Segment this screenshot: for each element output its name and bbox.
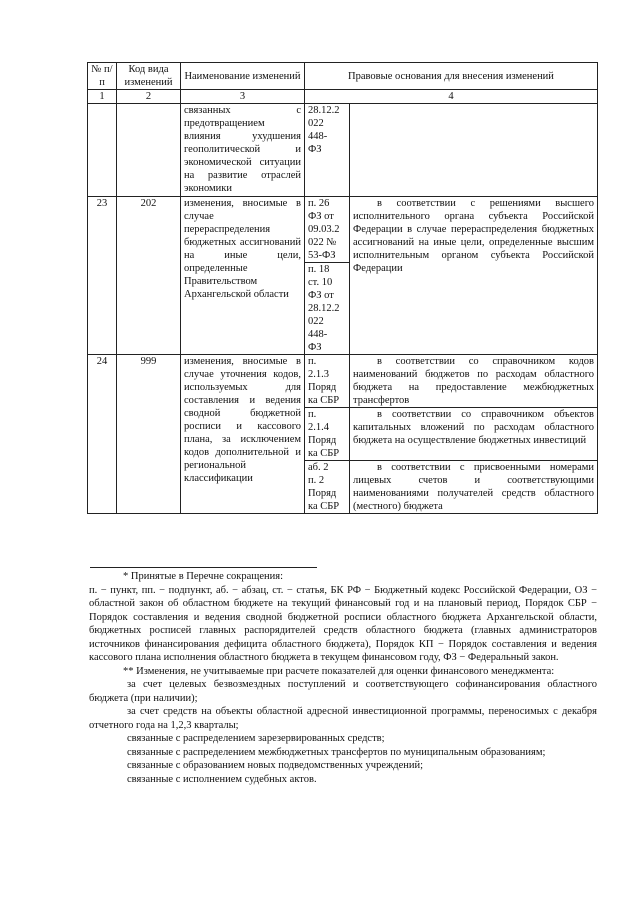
col-number: 3 (181, 90, 305, 104)
changes-item: за счет целевых безвозмездных поступлений и соответствующего софинансирования областного бюджета (при наличии); (89, 679, 597, 704)
abbreviations-text: п. − пункт, пп. − подпункт, аб. − абзац, ст. − статья, БК РФ − Бюджетный кодекс Российской Федерации, ОЗ − областной закон об областном бюджете на текущий финансовый год и на плановый период, Порядок СБР − Порядок составления и ведения сводной бюджетной росписи областного бюджета Архангельской области, бюджетных росписей главных распорядителей средств областного бюджета (главных администраторов источников финансирования дефицита областного бюджета), Порядок КП − Порядок составления и ведения кассового плана исполнения областного бюджета в текущем финансовом году, ФЗ − Федеральный закон. (89, 584, 597, 663)
changes-title: ** Изменения, не учитываемые при расчете показателей для оценки финансового менеджмента: (123, 665, 555, 677)
changes-item: связанные с образованием новых подведомственных учреждений; (127, 760, 424, 771)
row-name: изменения, вносимые в случае уточнения кодов, используемых для составления и ведения сводной бюджетной росписи и кассового плана, за исключением кодов дополнительной и региональной классификации (181, 355, 305, 514)
changes-item: связанные с исполнением судебных актов. (127, 773, 317, 785)
row-code: 202 (117, 197, 181, 355)
row-num: 23 (88, 197, 117, 355)
basis-text: в соответствии со справочником кодов наименований бюджетов по расходам областного бюджета на предоставление межбюджетных трансфертов (350, 355, 598, 408)
basis-ref: п. 2.1.4 Поряд ка СБР (305, 408, 350, 461)
table-row (88, 197, 598, 263)
row-code (117, 104, 181, 197)
row-num (88, 104, 117, 197)
basis-text: в соответствии со справочником объектов капитальных вложений по расходам областного бюджета на осуществление бюджетных инвестиций (350, 408, 598, 461)
basis-text: в соответствии с присвоенными номерами лицевых счетов и соответствующими наименованиями получателей средств областного (местного) бюджета (350, 461, 598, 514)
table-row (88, 355, 598, 408)
header-num: № п/п (88, 63, 117, 90)
col-number: 4 (305, 90, 598, 104)
basis-ref: аб. 2 п. 2 Поряд ка СБР (305, 461, 350, 514)
basis-ref: п. 26 ФЗ от 09.03.2 022 № 53-ФЗ (305, 197, 350, 263)
row-num: 24 (88, 355, 117, 514)
changes-item: связанные с распределением зарезервированных средств; (127, 733, 385, 744)
header-legal: Правовые основания для внесения изменений (305, 63, 598, 90)
basis-text: в соответствии с решениями высшего исполнительного органа субъекта Российской Федерации в случае перераспределения бюджетных ассигнований на иные цели, определенные высшим исполнительным органом субъекта Российской Федерации (350, 197, 598, 355)
changes-item: за счет средств на объекты областной адресной инвестиционной программы, переносимых с декабря отчетного года на 1,2,3 кварталы; (89, 706, 597, 731)
basis-ref: п. 18 ст. 10 ФЗ от 28.12.2 022 448- ФЗ (305, 263, 350, 355)
header-name: Наименование изменений (181, 63, 305, 90)
table-header-row (88, 63, 598, 90)
col-number: 2 (117, 90, 181, 104)
row-name: связанных с предотвращением влияния ухудшения геополитической и экономической ситуации на развитие отраслей экономики (181, 104, 305, 197)
header-code: Код вида изменений (117, 63, 181, 90)
abbreviations-title: * Принятые в Перечне сокращения: (123, 571, 284, 582)
col-number: 1 (88, 90, 117, 104)
changes-table (87, 62, 598, 514)
footnote-separator (90, 567, 317, 568)
footnotes (89, 570, 597, 786)
basis-text (350, 104, 598, 197)
row-code: 999 (117, 355, 181, 514)
changes-item: связанные с распределением межбюджетных трансфертов по муниципальным образованиям; (127, 746, 546, 758)
table-row (88, 104, 598, 197)
basis-ref: п. 2.1.3 Поряд ка СБР (305, 355, 350, 408)
row-name: изменения, вносимые в случае перераспределения бюджетных ассигнований на иные цели, определенные Правительством Архангельской области (181, 197, 305, 355)
column-number-row (88, 90, 598, 104)
basis-ref: 28.12.2 022 448- ФЗ (305, 104, 350, 197)
